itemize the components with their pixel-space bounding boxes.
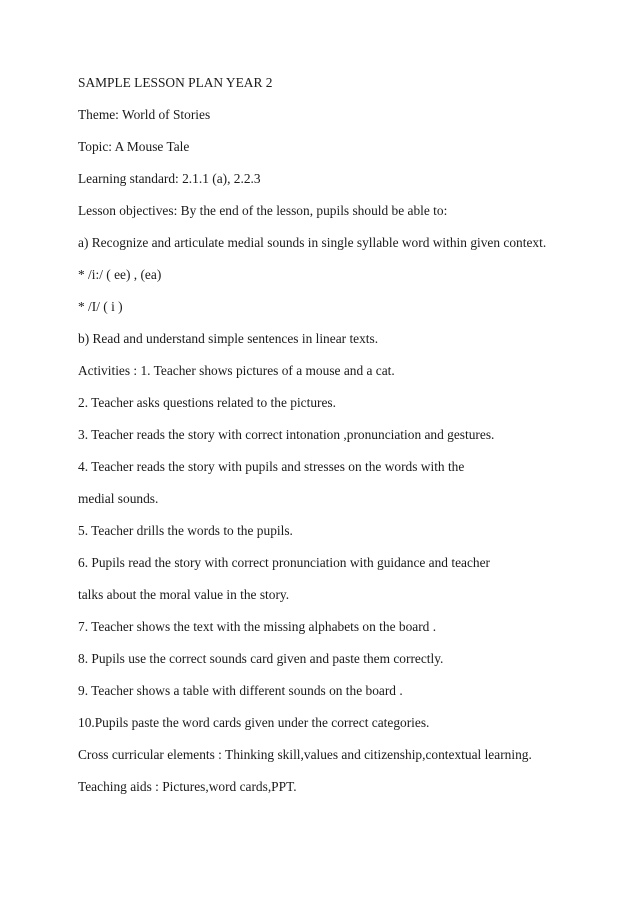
learning-standard: Learning standard: 2.1.1 (a), 2.2.3 — [78, 171, 261, 186]
activity-10: 10.Pupils paste the word cards given under the correct categories. — [78, 715, 430, 730]
objective-b: b) Read and understand simple sentences in linear texts. — [78, 331, 379, 346]
sound-item-2: * /I/ ( i ) — [78, 299, 123, 314]
activity-4-continued: medial sounds. — [78, 491, 159, 506]
activity-6: 6. Pupils read the story with correct pronunciation with guidance and teacher — [78, 555, 491, 570]
activity-4: 4. Teacher reads the story with pupils and stresses on the words with the — [78, 459, 465, 474]
activity-6-continued: talks about the moral value in the story. — [78, 587, 290, 602]
cross-curricular: Cross curricular elements : Thinking skill,values and citizenship,contextual learning. — [78, 747, 532, 762]
activity-1: Activities : 1. Teacher shows pictures of a mouse and a cat. — [78, 363, 395, 378]
activity-7: 7. Teacher shows the text with the missing alphabets on the board . — [78, 619, 437, 634]
sound-item-1: * /i:/ ( ee) , (ea) — [78, 267, 162, 282]
document-title: SAMPLE LESSON PLAN YEAR 2 — [78, 75, 273, 90]
objective-a: a) Recognize and articulate medial sounds in single syllable word within given context. — [78, 235, 547, 250]
teaching-aids: Teaching aids : Pictures,word cards,PPT. — [78, 779, 297, 794]
activity-8: 8. Pupils use the correct sounds card given and paste them correctly. — [78, 651, 444, 666]
theme-line: Theme: World of Stories — [78, 107, 211, 122]
objectives-intro: Lesson objectives: By the end of the lesson, pupils should be able to: — [78, 203, 448, 218]
activity-9: 9. Teacher shows a table with different sounds on the board . — [78, 683, 403, 698]
activity-5: 5. Teacher drills the words to the pupils. — [78, 523, 293, 538]
activity-2: 2. Teacher asks questions related to the pictures. — [78, 395, 336, 410]
topic-line: Topic: A Mouse Tale — [78, 139, 190, 154]
activity-3: 3. Teacher reads the story with correct intonation ,pronunciation and gestures. — [78, 427, 495, 442]
